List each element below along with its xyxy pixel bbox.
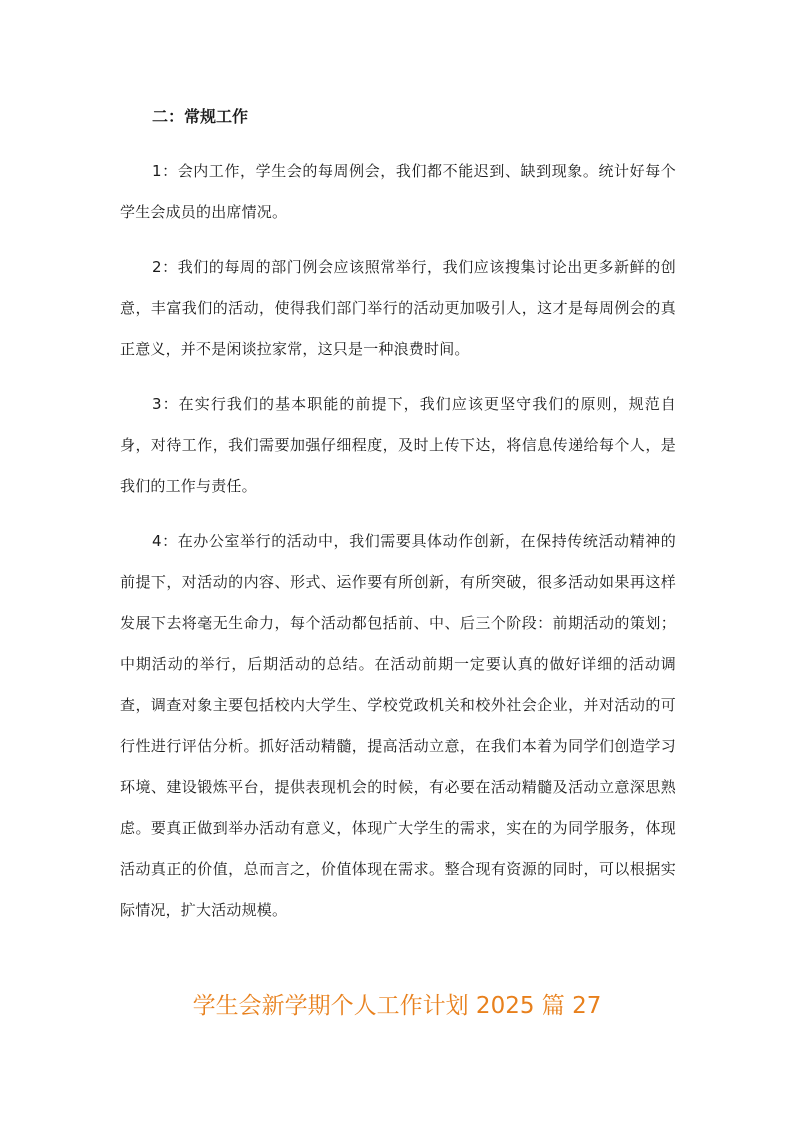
paragraph-3: 3：在实行我们的基本职能的前提下，我们应该更坚守我们的原则，规范自身，对待工作，我们需要加强仔细程度，及时上传下达，将信息传递给每个人，是我们的工作与责任。 xyxy=(120,395,676,495)
paragraph-1: 1：会内工作，学生会的每周例会，我们都不能迟到、缺到现象。统计好每个学生会成员的出席情况。 xyxy=(120,162,676,221)
paragraph-2: 2：我们的每周的部门例会应该照常举行，我们应该搜集讨论出更多新鲜的创意，丰富我们的活动，使得我们部门举行的活动更加吸引人，这才是每周例会的真正意义，并不是闲谈拉家常，这只是一种浪费时间。 xyxy=(120,258,676,358)
document-body xyxy=(120,96,676,945)
next-article-title: 学生会新学期个人工作计划 2025 篇 27 xyxy=(192,993,602,1019)
section-heading: 二：常规工作 xyxy=(152,107,249,126)
paragraph-4: 4：在办公室举行的活动中，我们需要具体动作创新，在保持传统活动精神的前提下，对活动的内容、形式、运作要有所创新，有所突破，很多活动如果再这样发展下去将毫无生命力，每个活动都包括前、中、后三个阶段：前期活动的策划；中期活动的举行，后期活动的总结。在活动前期一定要认真的做好详细的活动调查，调查对象主要包括校内大学生、学校党政机关和校外社会企业，并对活动的可行性进行评估分析。抓好活动精髓，提高活动立意，在我们本着为同学们创造学习环境、建设锻炼平台，提供表现机会的时候，有必要在活动精髓及活动立意深思熟虑。要真正做到举办活动有意义，体现广大学生的需求，实在的为同学服务，体现活动真正的价值，总而言之，价值体现在需求。整合现有资源的同时，可以根据实际情况，扩大活动规模。 xyxy=(120,532,676,919)
